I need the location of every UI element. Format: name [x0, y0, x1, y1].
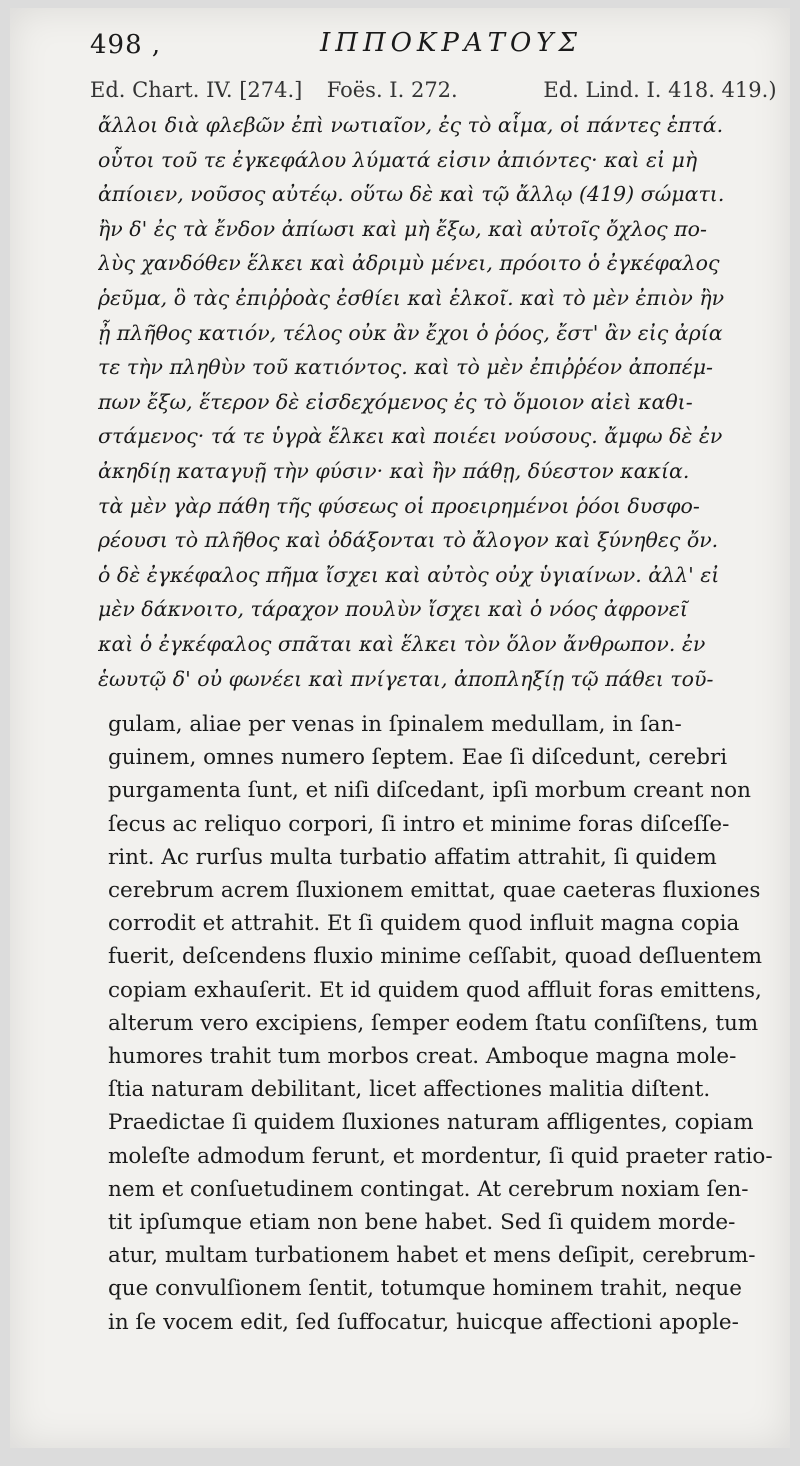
- greek-line: ἄλλοι διὰ φλεβῶν ἐπὶ νωτιαῖον, ἐς τὸ αἷμα, οἱ πάντες ἑπτά.: [98, 113, 724, 137]
- latin-line: in ſe vocem edit, ſed ſuffocatur, huicque affectioni apople-: [108, 1309, 739, 1335]
- greek-line: στάμενος· τά τε ὑγρὰ ἕλκει καὶ ποιέει νούσους. ἄμφω δὲ ἐν: [98, 424, 723, 449]
- latin-line: guinem, omnes numero ſeptem. Eae ſi diſcedunt, cerebri: [108, 745, 728, 771]
- latin-line: fuerit, deſcendens fluxio minime ceſſabit, quoad deſluentem: [108, 944, 763, 970]
- greek-line: ὁ δὲ ἐγκέφαλος πῆμα ἴσχει καὶ αὐτὸς οὐχ ὑγιαίνων. ἀλλ' εἰ: [98, 562, 720, 587]
- latin-translation: [108, 708, 778, 1339]
- greek-line: πων ἔξω, ἕτερον δὲ εἰσδεχόμενος ἐς τὸ ὅμοιον αἰεὶ καθι-: [98, 389, 693, 414]
- latin-line: gulam, aliae per venas in ſpinalem medullam, in ſan-: [108, 712, 682, 737]
- greek-line: ἀκηδίῃ καταγυῇ τὴν φύσιν· καὶ ἢν πάθῃ, δύεστον κακία.: [98, 458, 690, 483]
- latin-line: purgamenta ſunt, et niſi diſcedant, ipſi morbum creant non: [108, 778, 751, 804]
- latin-line: ſecus ac reliquo corpori, ſi intro et minime foras diſceſſe-: [108, 811, 730, 837]
- greek-line: μὲν δάκνοιτο, τάραχον πουλὺν ἴσχει καὶ ὁ νόος ἀφρονεῖ: [98, 597, 688, 622]
- edition-chartier: Ed. Chart. IV. [274.]: [90, 78, 303, 102]
- latin-line: atur, multam turbationem habet et mens deſipit, cerebrum-: [108, 1243, 756, 1269]
- latin-line: tit ipſumque etiam non bene habet. Sed ſi quidem morde-: [108, 1210, 736, 1236]
- latin-line: cerebrum acrem ſluxionem emittat, quae caeteras fluxiones: [108, 878, 761, 904]
- greek-line: ἑωυτῷ δ' οὐ φωνέει καὶ πνίγεται, ἀποπληξίῃ τῷ πάθει τοῦ-: [98, 666, 714, 691]
- book-page: [10, 8, 790, 1448]
- edition-linden: Ed. Lind. I. 418. 419.): [543, 78, 777, 102]
- latin-line: moleſte admodum ferunt, et mordentur, ſi quid praeter ratio-: [108, 1143, 773, 1169]
- latin-line: alterum vero excipiens, ſemper eodem ſtatu conſiſtens, tum: [108, 1010, 759, 1036]
- running-head: ΙΠΠΟΚΡΑΤΟΥΣ: [320, 28, 582, 58]
- edition-foes: Foës. I. 272.: [326, 78, 458, 102]
- greek-line: ᾖ πλῆθος κατιόν, τέλος οὐκ ἂν ἔχοι ὁ ῥόος, ἔστ' ἂν εἰς ἀρία: [98, 320, 723, 345]
- latin-line: humores trahit tum morbos creat. Amboque magna mole-: [108, 1044, 737, 1070]
- greek-line: ρέουσι τὸ πλῆθος καὶ ὀδάξονται τὸ ἄλογον καὶ ξύνηθες ὄν.: [98, 528, 719, 553]
- latin-line: nem et conſuetudinem contingat. At cerebrum noxiam ſen-: [108, 1176, 749, 1202]
- greek-line: τὰ μὲν γὰρ πάθη τῆς φύσεως οἱ προειρημένοι ῥόοι δυσφο-: [98, 493, 700, 518]
- latin-line: copiam exhauſerit. Et id quidem quod affluit foras emittens,: [108, 977, 762, 1003]
- page-header: [90, 28, 770, 68]
- latin-line: que convulſionem ſentit, totumque hominem trahit, neque: [108, 1276, 742, 1302]
- greek-line: τε τὴν πληθὺν τοῦ κατιόντος. καὶ τὸ μὲν ἐπιῤῥέον ἀποπέμ-: [98, 355, 713, 380]
- greek-line: οὗτοι τοῦ τε ἐγκεφάλου λύματά εἰσιν ἀπιόντες· καὶ εἰ μὴ: [98, 147, 698, 172]
- greek-line: ἀπίοιεν, νοῦσος αὐτέῳ. οὕτω δὲ καὶ τῷ ἄλλῳ (419) σώματι.: [98, 182, 725, 207]
- latin-line: Praedictae ſi quidem ſluxiones naturam affligentes, copiam: [108, 1110, 754, 1136]
- latin-line: ſtia naturam debilitant, licet affectiones malitia diſtent.: [108, 1077, 711, 1103]
- edition-references: [90, 78, 780, 102]
- latin-line: corrodit et attrahit. Et ſi quidem quod influit magna copia: [108, 911, 740, 937]
- greek-line: καὶ ὁ ἐγκέφαλος σπᾶται καὶ ἕλκει τὸν ὅλον ἄνθρωπον. ἐν: [98, 631, 706, 656]
- page-number: 498 ,: [90, 30, 162, 60]
- latin-line: rint. Ac rurſus multa turbatio affatim attrahit, ſi quidem: [108, 844, 717, 870]
- greek-text: [98, 108, 778, 696]
- greek-line: ῥεῦμα, ὃ τὰς ἐπιῤῥοὰς ἐσθίει καὶ ἑλκοῖ. καὶ τὸ μὲν ἐπιὸν ἢν: [98, 285, 725, 310]
- greek-line: λὺς χανδόθεν ἕλκει καὶ ἀδριμὺ μένει, πρόοιτο ὁ ἐγκέφαλος: [98, 251, 720, 276]
- greek-line: ἢν δ' ἐς τὰ ἔνδον ἀπίωσι καὶ μὴ ἔξω, καὶ αὐτοῖς ὄχλος πο-: [98, 216, 707, 241]
